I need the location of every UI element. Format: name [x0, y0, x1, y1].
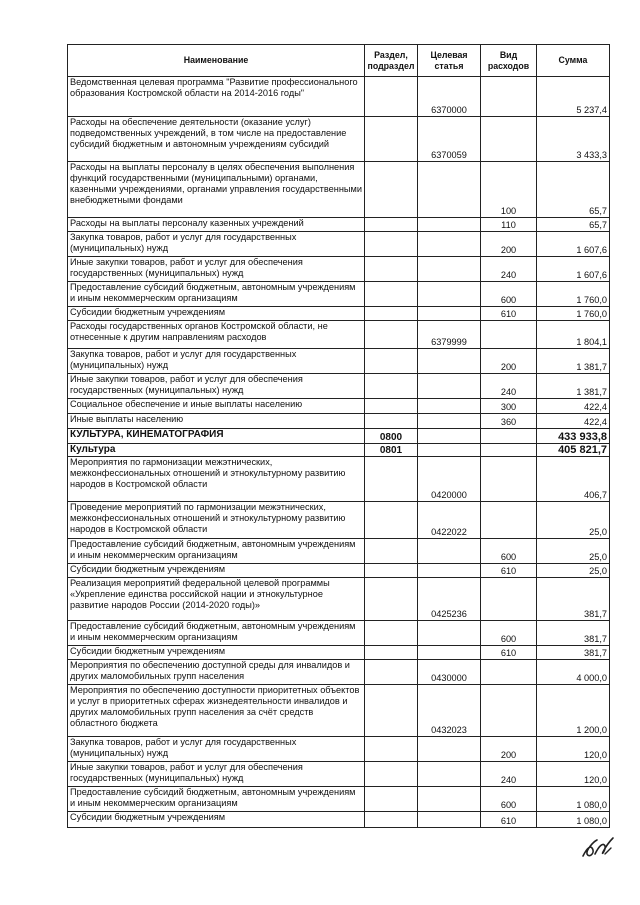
- row-sum: 1 760,0: [537, 307, 610, 321]
- row-kind: 240: [481, 257, 537, 282]
- row-sum: 422,4: [537, 414, 610, 429]
- row-name: Субсидии бюджетным учреждениям: [68, 812, 365, 828]
- budget-table: [67, 44, 610, 828]
- row-kind: [481, 77, 537, 117]
- table-row: [68, 162, 610, 218]
- row-sum: 1 760,0: [537, 282, 610, 307]
- row-sum: 422,4: [537, 399, 610, 414]
- row-kind: 610: [481, 564, 537, 578]
- row-target: [418, 429, 481, 444]
- row-section: [365, 564, 418, 578]
- row-name: Культура: [68, 444, 365, 457]
- row-section: [365, 162, 418, 218]
- row-section: [365, 737, 418, 762]
- row-sum: 381,7: [537, 621, 610, 646]
- row-sum: 405 821,7: [537, 444, 610, 457]
- table-row: [68, 321, 610, 349]
- row-target: 0425236: [418, 578, 481, 621]
- row-section: [365, 414, 418, 429]
- row-sum: 381,7: [537, 578, 610, 621]
- row-name: Иные закупки товаров, работ и услуг для обеспечения государственных (муниципальных) нужд: [68, 374, 365, 399]
- row-name: Расходы на выплаты персоналу в целях обеспечения выполнения функций государственными (муниципальными) органами, казенными учреждениями, органами управления государственными внебюджетными фондами: [68, 162, 365, 218]
- signature-icon: [579, 834, 619, 862]
- row-sum: 1 200,0: [537, 685, 610, 737]
- row-sum: 120,0: [537, 737, 610, 762]
- row-name: Мероприятия по обеспечению доступности приоритетных объектов и услуг в приоритетных сферах жизнедеятельности инвалидов и других маломобильных групп населения за счёт средств областного бюджета: [68, 685, 365, 737]
- row-section: [365, 762, 418, 787]
- row-section: [365, 621, 418, 646]
- row-name: Расходы на обеспечение деятельности (оказание услуг) подведомственных учреждений, в том числе на предоставление субсидий бюджетным и автономным учреждениям субсидий: [68, 117, 365, 162]
- table-row: [68, 374, 610, 399]
- row-target: 0420000: [418, 457, 481, 502]
- row-sum: 65,7: [537, 218, 610, 232]
- row-section: [365, 257, 418, 282]
- row-sum: 1 381,7: [537, 374, 610, 399]
- row-target: [418, 812, 481, 828]
- row-section: [365, 321, 418, 349]
- header-target: Целевая статья: [418, 45, 481, 77]
- row-sum: 381,7: [537, 646, 610, 660]
- row-name: Иные закупки товаров, работ и услуг для обеспечения государственных (муниципальных) нужд: [68, 257, 365, 282]
- row-kind: 200: [481, 737, 537, 762]
- row-kind: [481, 685, 537, 737]
- header-name: Наименование: [68, 45, 365, 77]
- row-target: [418, 162, 481, 218]
- table-row: [68, 232, 610, 257]
- row-target: 0432023: [418, 685, 481, 737]
- table-row: [68, 444, 610, 457]
- row-kind: [481, 502, 537, 539]
- table-row: [68, 77, 610, 117]
- row-name: Расходы государственных органов Костромской области, не отнесенные к другим направлениям расходов: [68, 321, 365, 349]
- table-row: [68, 564, 610, 578]
- table-row: [68, 307, 610, 321]
- header-section: Раздел, подраздел: [365, 45, 418, 77]
- row-kind: 610: [481, 646, 537, 660]
- table-body: [68, 77, 610, 828]
- row-section: [365, 578, 418, 621]
- row-kind: 360: [481, 414, 537, 429]
- row-name: Субсидии бюджетным учреждениям: [68, 307, 365, 321]
- table-row: [68, 117, 610, 162]
- table-row: [68, 218, 610, 232]
- table-row: [68, 762, 610, 787]
- row-target: [418, 282, 481, 307]
- table-row: [68, 812, 610, 828]
- row-target: [418, 399, 481, 414]
- row-name: Реализация мероприятий федеральной целевой программы «Укрепление единства российской нации и этнокультурное развитие народов России (2014-2020 годы)»: [68, 578, 365, 621]
- row-name: Предоставление субсидий бюджетным, автономным учреждениям и иным некоммерческим организациям: [68, 621, 365, 646]
- row-name: КУЛЬТУРА, КИНЕМАТОГРАФИЯ: [68, 429, 365, 444]
- row-section: [365, 282, 418, 307]
- row-sum: 1 080,0: [537, 812, 610, 828]
- row-kind: 240: [481, 374, 537, 399]
- row-target: [418, 349, 481, 374]
- row-target: [418, 218, 481, 232]
- table-row: [68, 429, 610, 444]
- row-name: Расходы на выплаты персоналу казенных учреждений: [68, 218, 365, 232]
- row-target: [418, 414, 481, 429]
- row-kind: [481, 429, 537, 444]
- row-section: [365, 502, 418, 539]
- row-target: [418, 232, 481, 257]
- row-target: [418, 737, 481, 762]
- table-row: [68, 685, 610, 737]
- row-sum: 5 237,4: [537, 77, 610, 117]
- row-target: [418, 374, 481, 399]
- row-section: [365, 399, 418, 414]
- row-target: 6370000: [418, 77, 481, 117]
- row-target: [418, 444, 481, 457]
- row-name: Иные выплаты населению: [68, 414, 365, 429]
- row-kind: 240: [481, 762, 537, 787]
- row-target: [418, 646, 481, 660]
- row-section: [365, 660, 418, 685]
- row-sum: 406,7: [537, 457, 610, 502]
- table-row: [68, 282, 610, 307]
- row-name: Мероприятия по гармонизации межэтнических, межконфессиональных отношений и этнокультурному развитию народов в Костромской области: [68, 457, 365, 502]
- table-row: [68, 787, 610, 812]
- row-sum: 120,0: [537, 762, 610, 787]
- table-row: [68, 660, 610, 685]
- row-name: Субсидии бюджетным учреждениям: [68, 564, 365, 578]
- row-kind: 100: [481, 162, 537, 218]
- row-section: 0800: [365, 429, 418, 444]
- row-kind: 300: [481, 399, 537, 414]
- row-section: [365, 457, 418, 502]
- row-name: Предоставление субсидий бюджетным, автономным учреждениям и иным некоммерческим организациям: [68, 282, 365, 307]
- row-kind: [481, 578, 537, 621]
- row-target: [418, 307, 481, 321]
- row-name: Социальное обеспечение и иные выплаты населению: [68, 399, 365, 414]
- row-name: Закупка товаров, работ и услуг для государственных (муниципальных) нужд: [68, 349, 365, 374]
- row-kind: 600: [481, 539, 537, 564]
- row-sum: 25,0: [537, 564, 610, 578]
- row-sum: 1 804,1: [537, 321, 610, 349]
- table-row: [68, 349, 610, 374]
- header-kind: Вид расходов: [481, 45, 537, 77]
- row-section: [365, 374, 418, 399]
- row-kind: 200: [481, 349, 537, 374]
- row-section: [365, 218, 418, 232]
- header-sum: Сумма: [537, 45, 610, 77]
- row-kind: [481, 660, 537, 685]
- row-target: [418, 762, 481, 787]
- row-name: Закупка товаров, работ и услуг для государственных (муниципальных) нужд: [68, 232, 365, 257]
- row-name: Закупка товаров, работ и услуг для государственных (муниципальных) нужд: [68, 737, 365, 762]
- row-sum: 433 933,8: [537, 429, 610, 444]
- table-row: [68, 457, 610, 502]
- table-row: [68, 737, 610, 762]
- row-section: [365, 77, 418, 117]
- row-name: Предоставление субсидий бюджетным, автономным учреждениям и иным некоммерческим организациям: [68, 539, 365, 564]
- row-name: Субсидии бюджетным учреждениям: [68, 646, 365, 660]
- table-row: [68, 399, 610, 414]
- row-target: 6370059: [418, 117, 481, 162]
- row-section: [365, 685, 418, 737]
- row-kind: 600: [481, 787, 537, 812]
- row-section: [365, 646, 418, 660]
- row-name: Мероприятия по обеспечению доступной среды для инвалидов и других маломобильных групп населения: [68, 660, 365, 685]
- row-kind: 610: [481, 307, 537, 321]
- row-target: 0422022: [418, 502, 481, 539]
- row-section: [365, 812, 418, 828]
- table-row: [68, 502, 610, 539]
- row-kind: 110: [481, 218, 537, 232]
- table-row: [68, 621, 610, 646]
- table-row: [68, 646, 610, 660]
- row-kind: 200: [481, 232, 537, 257]
- table-row: [68, 414, 610, 429]
- table-row: [68, 257, 610, 282]
- row-name: Предоставление субсидий бюджетным, автономным учреждениям и иным некоммерческим организациям: [68, 787, 365, 812]
- row-target: [418, 621, 481, 646]
- row-sum: 1 381,7: [537, 349, 610, 374]
- row-name: Ведомственная целевая программа "Развитие профессионального образования Костромской области на 2014-2016 годы": [68, 77, 365, 117]
- row-sum: 25,0: [537, 502, 610, 539]
- row-section: [365, 787, 418, 812]
- row-kind: 600: [481, 282, 537, 307]
- row-target: [418, 257, 481, 282]
- row-target: 6379999: [418, 321, 481, 349]
- row-sum: 1 080,0: [537, 787, 610, 812]
- row-kind: [481, 457, 537, 502]
- row-target: [418, 787, 481, 812]
- row-target: [418, 539, 481, 564]
- row-kind: [481, 117, 537, 162]
- row-section: [365, 539, 418, 564]
- row-section: [365, 307, 418, 321]
- row-sum: 1 607,6: [537, 257, 610, 282]
- row-kind: [481, 321, 537, 349]
- row-section: [365, 117, 418, 162]
- row-sum: 1 607,6: [537, 232, 610, 257]
- row-name: Проведение мероприятий по гармонизации межэтнических, межконфессиональных отношений и этнокультурному развитию народов в Костромской области: [68, 502, 365, 539]
- table-header-row: [68, 45, 610, 77]
- row-sum: 3 433,3: [537, 117, 610, 162]
- row-name: Иные закупки товаров, работ и услуг для обеспечения государственных (муниципальных) нужд: [68, 762, 365, 787]
- row-section: [365, 232, 418, 257]
- row-kind: 610: [481, 812, 537, 828]
- row-section: 0801: [365, 444, 418, 457]
- row-target: 0430000: [418, 660, 481, 685]
- row-target: [418, 564, 481, 578]
- table-row: [68, 578, 610, 621]
- row-sum: 25,0: [537, 539, 610, 564]
- row-kind: [481, 444, 537, 457]
- row-kind: 600: [481, 621, 537, 646]
- row-section: [365, 349, 418, 374]
- row-sum: 65,7: [537, 162, 610, 218]
- row-sum: 4 000,0: [537, 660, 610, 685]
- table-row: [68, 539, 610, 564]
